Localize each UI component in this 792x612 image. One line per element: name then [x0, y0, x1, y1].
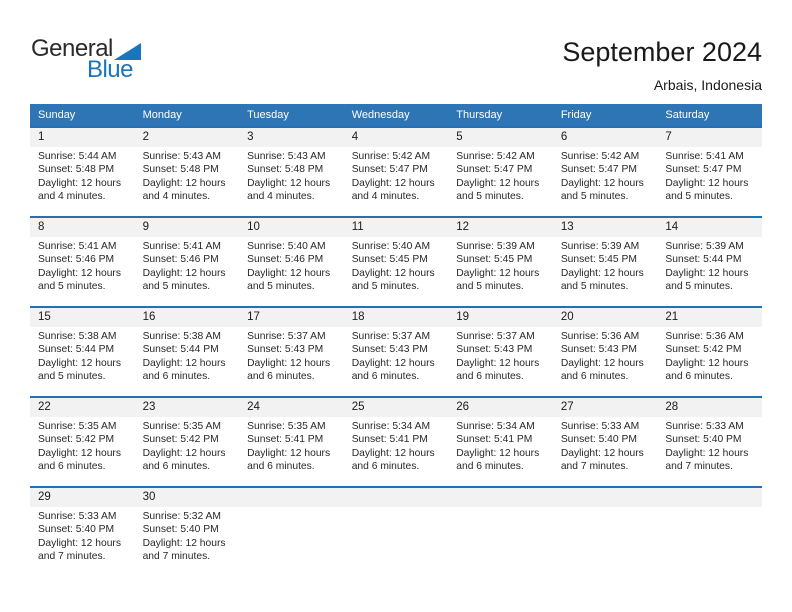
day-details — [239, 237, 344, 294]
day-cell-6 — [553, 128, 658, 216]
day-cell-26 — [448, 398, 553, 486]
day-number: 3 — [239, 128, 344, 147]
day-cell-11 — [344, 218, 449, 306]
day-cell-empty — [239, 488, 344, 576]
detail-line: Daylight: 12 hours — [665, 447, 749, 459]
detail-line: and 6 minutes. — [142, 371, 211, 383]
detail-line: Sunset: 5:43 PM — [351, 344, 428, 356]
detail-line: Sunset: 5:45 PM — [456, 254, 533, 266]
day-cell-8 — [30, 218, 135, 306]
day-details — [344, 237, 449, 294]
day-details — [448, 417, 553, 474]
day-cell-2 — [135, 128, 240, 216]
detail-line: Sunset: 5:44 PM — [142, 344, 219, 356]
day-cell-17 — [239, 308, 344, 396]
detail-line: Daylight: 12 hours — [247, 267, 331, 279]
day-number: 2 — [135, 128, 240, 147]
detail-line: Sunset: 5:46 PM — [142, 254, 219, 266]
detail-line: and 7 minutes. — [38, 551, 106, 563]
day-cell-10 — [239, 218, 344, 306]
day-cell-15 — [30, 308, 135, 396]
day-number: 24 — [239, 398, 344, 417]
day-details — [135, 237, 240, 294]
detail-line: Sunrise: 5:41 AM — [38, 241, 117, 252]
day-details — [239, 327, 344, 384]
day-cell-empty — [344, 488, 449, 576]
day-number — [553, 488, 658, 507]
weekday-header-tuesday: Tuesday — [247, 109, 289, 121]
detail-line: and 4 minutes. — [142, 191, 211, 203]
detail-line: and 4 minutes. — [351, 191, 420, 203]
detail-line: Sunrise: 5:41 AM — [142, 241, 221, 252]
detail-line: Daylight: 12 hours — [560, 177, 644, 189]
day-cell-20 — [553, 308, 658, 396]
day-number: 29 — [30, 488, 135, 507]
day-cell-13 — [553, 218, 658, 306]
detail-line: and 5 minutes. — [38, 281, 106, 293]
detail-line: Sunrise: 5:39 AM — [665, 241, 744, 252]
day-number: 27 — [553, 398, 658, 417]
detail-line: Sunset: 5:46 PM — [38, 254, 115, 266]
day-number: 26 — [448, 398, 553, 417]
day-cell-5 — [448, 128, 553, 216]
header-titles — [562, 36, 762, 93]
calendar-table — [30, 104, 762, 576]
day-number — [657, 488, 762, 507]
day-details — [657, 417, 762, 474]
detail-line: Daylight: 12 hours — [456, 177, 540, 189]
day-number: 5 — [448, 128, 553, 147]
detail-line: Daylight: 12 hours — [560, 447, 644, 459]
weekday-header-monday: Monday — [142, 109, 182, 121]
day-number: 10 — [239, 218, 344, 237]
detail-line: and 6 minutes. — [665, 371, 733, 383]
day-number — [239, 488, 344, 507]
week-row — [30, 126, 762, 216]
day-number: 20 — [553, 308, 658, 327]
detail-line: Sunset: 5:40 PM — [38, 524, 115, 536]
day-details — [657, 147, 762, 204]
detail-line: Sunrise: 5:33 AM — [560, 421, 640, 432]
weekday-header-thursday: Thursday — [456, 109, 503, 121]
detail-line: Sunrise: 5:42 AM — [560, 151, 640, 162]
detail-line: Daylight: 12 hours — [38, 537, 121, 549]
detail-line: Daylight: 12 hours — [456, 357, 540, 369]
detail-line: Sunrise: 5:40 AM — [247, 241, 326, 252]
detail-line: Sunset: 5:48 PM — [38, 164, 115, 176]
detail-line: and 5 minutes. — [665, 281, 733, 293]
day-details — [344, 417, 449, 474]
day-cell-empty — [657, 488, 762, 576]
day-cell-24 — [239, 398, 344, 486]
detail-line: and 5 minutes. — [456, 191, 524, 203]
day-cell-23 — [135, 398, 240, 486]
detail-line: Sunset: 5:43 PM — [560, 344, 637, 356]
detail-line: Sunset: 5:43 PM — [456, 344, 533, 356]
day-details — [657, 237, 762, 294]
weekday-header-friday: Friday — [560, 109, 592, 121]
day-details — [30, 237, 135, 294]
detail-line: and 4 minutes. — [247, 191, 315, 203]
detail-line: Daylight: 12 hours — [665, 357, 749, 369]
day-cell-22 — [30, 398, 135, 486]
detail-line: Sunset: 5:45 PM — [560, 254, 637, 266]
detail-line: and 6 minutes. — [247, 371, 315, 383]
week-row — [30, 216, 762, 306]
detail-line: Daylight: 12 hours — [351, 447, 435, 459]
detail-line: Daylight: 12 hours — [142, 357, 226, 369]
detail-line: and 5 minutes. — [560, 191, 629, 203]
detail-line: Sunrise: 5:37 AM — [247, 331, 326, 342]
detail-line: Sunset: 5:44 PM — [38, 344, 115, 356]
week-row — [30, 306, 762, 396]
detail-line: Sunset: 5:40 PM — [665, 434, 742, 446]
detail-line: and 7 minutes. — [142, 551, 211, 563]
detail-line: Sunset: 5:47 PM — [456, 164, 533, 176]
general-blue-logo — [31, 37, 141, 82]
detail-line: Sunrise: 5:36 AM — [665, 331, 744, 342]
detail-line: and 5 minutes. — [247, 281, 315, 293]
detail-line: Daylight: 12 hours — [456, 267, 540, 279]
detail-line: Daylight: 12 hours — [38, 357, 121, 369]
day-cell-25 — [344, 398, 449, 486]
day-number: 15 — [30, 308, 135, 327]
day-details — [135, 507, 240, 564]
day-cell-16 — [135, 308, 240, 396]
day-cell-empty — [448, 488, 553, 576]
location-subtitle: Arbais, Indonesia — [653, 77, 762, 94]
detail-line: Sunset: 5:47 PM — [351, 164, 428, 176]
day-number: 25 — [344, 398, 449, 417]
day-number — [448, 488, 553, 507]
detail-line: Sunrise: 5:34 AM — [456, 421, 535, 432]
day-details — [239, 417, 344, 474]
calendar-weeks — [30, 126, 762, 576]
day-number: 21 — [657, 308, 762, 327]
detail-line: Sunrise: 5:40 AM — [351, 241, 431, 252]
detail-line: Daylight: 12 hours — [142, 447, 226, 459]
detail-line: and 5 minutes. — [142, 281, 211, 293]
day-details — [30, 507, 135, 564]
detail-line: Sunset: 5:41 PM — [351, 434, 428, 446]
day-details — [657, 327, 762, 384]
detail-line: and 4 minutes. — [38, 191, 106, 203]
day-details — [448, 237, 553, 294]
detail-line: Daylight: 12 hours — [351, 357, 435, 369]
day-number: 4 — [344, 128, 449, 147]
detail-line: Sunset: 5:42 PM — [38, 434, 115, 446]
detail-line: Daylight: 12 hours — [560, 357, 644, 369]
detail-line: Sunset: 5:43 PM — [247, 344, 324, 356]
day-cell-1 — [30, 128, 135, 216]
day-details — [448, 327, 553, 384]
day-cell-28 — [657, 398, 762, 486]
detail-line: Sunrise: 5:35 AM — [247, 421, 326, 432]
day-cell-7 — [657, 128, 762, 216]
day-number: 9 — [135, 218, 240, 237]
detail-line: Daylight: 12 hours — [142, 537, 226, 549]
detail-line: and 5 minutes. — [560, 281, 629, 293]
detail-line: Sunrise: 5:42 AM — [351, 151, 431, 162]
day-cell-19 — [448, 308, 553, 396]
day-details — [448, 147, 553, 204]
detail-line: Sunset: 5:47 PM — [560, 164, 637, 176]
detail-line: Sunset: 5:41 PM — [456, 434, 533, 446]
weekday-header-saturday: Saturday — [665, 109, 710, 121]
day-cell-3 — [239, 128, 344, 216]
detail-line: and 6 minutes. — [38, 461, 106, 473]
day-cell-14 — [657, 218, 762, 306]
day-number: 30 — [135, 488, 240, 507]
day-number: 12 — [448, 218, 553, 237]
logo-text-general: General — [31, 35, 113, 62]
detail-line: Sunrise: 5:43 AM — [142, 151, 221, 162]
day-cell-12 — [448, 218, 553, 306]
detail-line: Sunrise: 5:34 AM — [351, 421, 431, 432]
detail-line: Daylight: 12 hours — [665, 177, 749, 189]
day-number: 1 — [30, 128, 135, 147]
day-details — [344, 147, 449, 204]
day-number: 23 — [135, 398, 240, 417]
detail-line: Daylight: 12 hours — [38, 447, 121, 459]
day-cell-27 — [553, 398, 658, 486]
detail-line: Daylight: 12 hours — [247, 357, 331, 369]
detail-line: Sunrise: 5:44 AM — [38, 151, 117, 162]
detail-line: and 7 minutes. — [665, 461, 733, 473]
day-details — [30, 417, 135, 474]
detail-line: Sunrise: 5:35 AM — [38, 421, 117, 432]
detail-line: and 6 minutes. — [351, 371, 420, 383]
detail-line: and 6 minutes. — [351, 461, 420, 473]
detail-line: and 5 minutes. — [351, 281, 420, 293]
day-details — [553, 327, 658, 384]
detail-line: Daylight: 12 hours — [142, 267, 226, 279]
detail-line: Sunrise: 5:35 AM — [142, 421, 221, 432]
detail-line: Sunset: 5:42 PM — [665, 344, 742, 356]
day-details — [135, 147, 240, 204]
detail-line: Sunset: 5:44 PM — [665, 254, 742, 266]
detail-line: Sunrise: 5:38 AM — [38, 331, 117, 342]
month-title: September 2024 — [562, 37, 762, 67]
day-details — [344, 327, 449, 384]
detail-line: Sunset: 5:47 PM — [665, 164, 742, 176]
detail-line: and 5 minutes. — [665, 191, 733, 203]
day-number — [344, 488, 449, 507]
day-cell-18 — [344, 308, 449, 396]
weekday-header-wednesday: Wednesday — [351, 109, 410, 121]
detail-line: Sunrise: 5:43 AM — [247, 151, 326, 162]
day-number: 18 — [344, 308, 449, 327]
day-details — [30, 327, 135, 384]
detail-line: Sunset: 5:48 PM — [247, 164, 324, 176]
detail-line: Sunrise: 5:36 AM — [560, 331, 640, 342]
week-row — [30, 396, 762, 486]
day-details — [553, 417, 658, 474]
day-details — [553, 147, 658, 204]
detail-line: Sunrise: 5:37 AM — [351, 331, 431, 342]
detail-line: Sunrise: 5:39 AM — [456, 241, 535, 252]
detail-line: Daylight: 12 hours — [456, 447, 540, 459]
day-number: 22 — [30, 398, 135, 417]
detail-line: Daylight: 12 hours — [665, 267, 749, 279]
day-number: 13 — [553, 218, 658, 237]
detail-line: Sunrise: 5:38 AM — [142, 331, 221, 342]
detail-line: Daylight: 12 hours — [142, 177, 226, 189]
detail-line: Sunset: 5:41 PM — [247, 434, 324, 446]
detail-line: Sunset: 5:46 PM — [247, 254, 324, 266]
detail-line: and 5 minutes. — [38, 371, 106, 383]
logo-text-blue: Blue — [86, 56, 133, 83]
weekday-header-sunday: Sunday — [38, 109, 76, 121]
detail-line: Sunrise: 5:32 AM — [142, 511, 221, 522]
detail-line: Sunrise: 5:33 AM — [665, 421, 744, 432]
day-number: 17 — [239, 308, 344, 327]
day-cell-30 — [135, 488, 240, 576]
detail-line: Daylight: 12 hours — [247, 447, 331, 459]
detail-line: and 6 minutes. — [456, 461, 524, 473]
day-number: 7 — [657, 128, 762, 147]
detail-line: Sunrise: 5:33 AM — [38, 511, 117, 522]
day-number: 8 — [30, 218, 135, 237]
day-number: 11 — [344, 218, 449, 237]
day-details — [135, 417, 240, 474]
detail-line: and 6 minutes. — [560, 371, 629, 383]
week-row — [30, 486, 762, 576]
detail-line: Sunset: 5:48 PM — [142, 164, 219, 176]
detail-line: and 5 minutes. — [456, 281, 524, 293]
day-number: 14 — [657, 218, 762, 237]
day-cell-29 — [30, 488, 135, 576]
detail-line: and 6 minutes. — [247, 461, 315, 473]
detail-line: Sunrise: 5:37 AM — [456, 331, 535, 342]
day-cell-empty — [553, 488, 658, 576]
day-number: 19 — [448, 308, 553, 327]
detail-line: Daylight: 12 hours — [351, 177, 435, 189]
detail-line: and 6 minutes. — [456, 371, 524, 383]
detail-line: Daylight: 12 hours — [560, 267, 644, 279]
day-details — [239, 147, 344, 204]
detail-line: Sunset: 5:40 PM — [142, 524, 219, 536]
detail-line: Sunset: 5:45 PM — [351, 254, 428, 266]
day-details — [30, 147, 135, 204]
detail-line: and 7 minutes. — [560, 461, 629, 473]
day-details — [553, 237, 658, 294]
detail-line: and 6 minutes. — [142, 461, 211, 473]
detail-line: Sunset: 5:42 PM — [142, 434, 219, 446]
detail-line: Sunrise: 5:39 AM — [560, 241, 640, 252]
detail-line: Daylight: 12 hours — [38, 267, 121, 279]
day-number: 6 — [553, 128, 658, 147]
day-number: 28 — [657, 398, 762, 417]
day-cell-4 — [344, 128, 449, 216]
weekday-header-row — [30, 104, 762, 126]
detail-line: Sunset: 5:40 PM — [560, 434, 637, 446]
day-cell-21 — [657, 308, 762, 396]
detail-line: Sunrise: 5:41 AM — [665, 151, 744, 162]
day-details — [135, 327, 240, 384]
detail-line: Daylight: 12 hours — [247, 177, 331, 189]
day-number: 16 — [135, 308, 240, 327]
detail-line: Daylight: 12 hours — [38, 177, 121, 189]
detail-line: Daylight: 12 hours — [351, 267, 435, 279]
day-cell-9 — [135, 218, 240, 306]
detail-line: Sunrise: 5:42 AM — [456, 151, 535, 162]
